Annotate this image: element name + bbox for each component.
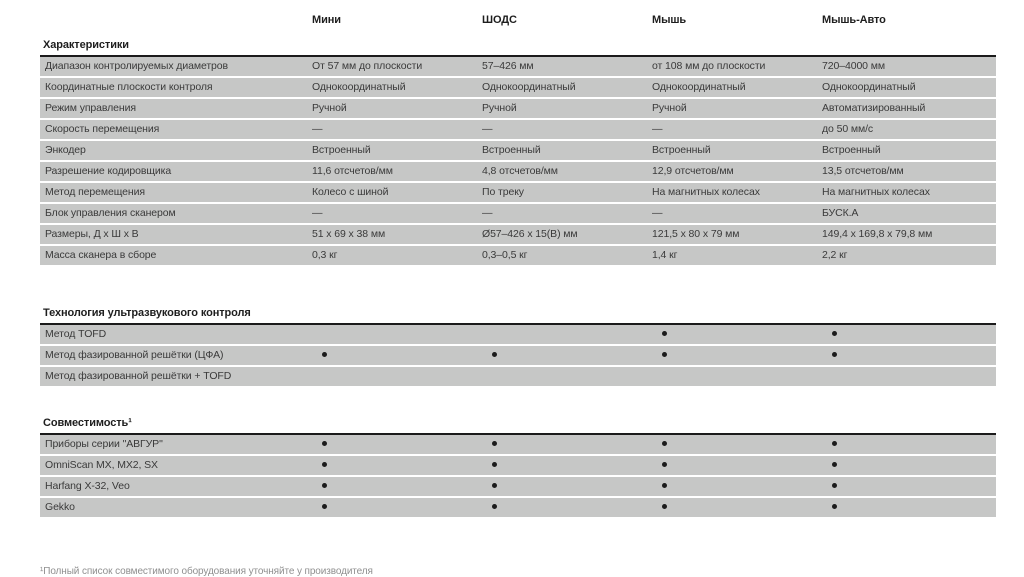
cell-value (822, 367, 996, 386)
cell-value: 51 x 69 x 38 мм (312, 228, 386, 240)
column-header-spacer (40, 14, 312, 27)
cell-value: — (652, 207, 663, 219)
row-label: Размеры, Д х Ш х В (45, 228, 139, 240)
table-section (40, 39, 996, 265)
table-row (40, 99, 996, 118)
row-label: Разрешение кодировщика (45, 165, 172, 177)
bullet-dot-icon (832, 462, 837, 467)
table-row (40, 204, 996, 223)
row-label: Координатные плоскости контроля (45, 81, 213, 93)
cell-value: 2,2 кг (822, 249, 848, 261)
cell-value: Однокоординатный (482, 81, 576, 93)
cell-value: Однокоординатный (312, 81, 406, 93)
cell-value (482, 456, 652, 475)
cell-value: 11,6 отсчетов/мм (312, 165, 393, 177)
cell-value: Ручной (312, 102, 347, 114)
cell-value (822, 456, 996, 475)
cell-value: Автоматизированный (822, 102, 926, 114)
cell-value (482, 498, 652, 517)
cell-value: — (482, 207, 493, 219)
table-row (40, 120, 996, 139)
cell-value (482, 325, 652, 344)
section-title: Технология ультразвукового контроля (40, 307, 996, 325)
cell-value: — (312, 207, 323, 219)
cell-value: На магнитных колесах (652, 186, 760, 198)
cell-value: От 57 мм до плоскости (312, 60, 423, 72)
bullet-dot-icon (662, 441, 667, 446)
cell-value: Однокоординатный (822, 81, 916, 93)
cell-value (652, 477, 822, 496)
column-header: Мини (312, 14, 341, 26)
cell-value: 0,3 кг (312, 249, 338, 261)
cell-value (482, 367, 652, 386)
bullet-dot-icon (322, 352, 327, 357)
column-header: Мышь (652, 14, 687, 26)
bullet-dot-icon (492, 462, 497, 467)
table-section (40, 417, 996, 517)
bullet-dot-icon (662, 483, 667, 488)
cell-value: от 108 мм до плоскости (652, 60, 766, 72)
bullet-dot-icon (662, 462, 667, 467)
table-row (40, 246, 996, 265)
cell-value: 4,8 отсчетов/мм (482, 165, 558, 177)
cell-value (482, 435, 652, 454)
row-label: Скорость перемещения (45, 123, 160, 135)
table-row (40, 498, 996, 517)
cell-value: 1,4 кг (652, 249, 678, 261)
section-title: Совместимость¹ (40, 417, 996, 435)
bullet-dot-icon (492, 483, 497, 488)
cell-value (312, 498, 482, 517)
row-label: Диапазон контролируемых диаметров (45, 60, 229, 72)
table-row (40, 456, 996, 475)
row-label: Масса сканера в сборе (45, 249, 157, 261)
cell-value (652, 456, 822, 475)
cell-value (822, 435, 996, 454)
cell-value (312, 477, 482, 496)
bullet-dot-icon (832, 352, 837, 357)
row-label: Метод TOFD (45, 328, 107, 340)
column-header: ШОДС (482, 14, 517, 26)
bullet-dot-icon (662, 504, 667, 509)
cell-value: Встроенный (482, 144, 541, 156)
table-row (40, 477, 996, 496)
cell-value (652, 346, 822, 365)
row-label: Метод фазированной решётки + TOFD (45, 370, 232, 382)
cell-value: — (652, 123, 663, 135)
bullet-dot-icon (322, 483, 327, 488)
cell-value (312, 367, 482, 386)
table-row (40, 346, 996, 365)
cell-value: По треку (482, 186, 524, 198)
table-row (40, 78, 996, 97)
bullet-dot-icon (662, 352, 667, 357)
cell-value: Встроенный (312, 144, 371, 156)
cell-value (312, 346, 482, 365)
cell-value: На магнитных колесах (822, 186, 930, 198)
section-title: Характеристики (40, 39, 996, 57)
cell-value: Ручной (652, 102, 687, 114)
footnote: ¹Полный список совместимого оборудования уточняйте у производителя (40, 566, 373, 577)
table-section (40, 307, 996, 386)
cell-value: Встроенный (652, 144, 711, 156)
table-row (40, 325, 996, 344)
table-row (40, 367, 996, 386)
table-row (40, 141, 996, 160)
cell-value: Встроенный (822, 144, 881, 156)
cell-value (822, 325, 996, 344)
cell-value (652, 325, 822, 344)
cell-value: Ручной (482, 102, 517, 114)
table-row (40, 57, 996, 76)
comparison-table (40, 0, 996, 519)
row-label: Harfang X-32, Veo (45, 480, 130, 492)
bullet-dot-icon (492, 352, 497, 357)
cell-value (312, 456, 482, 475)
table-row (40, 225, 996, 244)
cell-value (482, 477, 652, 496)
cell-value: Однокоординатный (652, 81, 746, 93)
bullet-dot-icon (322, 504, 327, 509)
cell-value (482, 346, 652, 365)
cell-value (822, 346, 996, 365)
cell-value (312, 435, 482, 454)
cell-value: 57–426 мм (482, 60, 534, 72)
bullet-dot-icon (832, 331, 837, 336)
row-label: OmniScan MX, MX2, SX (45, 459, 158, 471)
column-header-row (40, 14, 996, 27)
row-label: Gekko (45, 501, 75, 513)
column-header: Мышь-Авто (822, 14, 886, 26)
bullet-dot-icon (492, 504, 497, 509)
bullet-dot-icon (832, 441, 837, 446)
cell-value: до 50 мм/с (822, 123, 874, 135)
cell-value: 0,3–0,5 кг (482, 249, 528, 261)
row-label: Блок управления сканером (45, 207, 176, 219)
cell-value (652, 498, 822, 517)
cell-value: 12,9 отсчетов/мм (652, 165, 734, 177)
row-label: Метод фазированной решётки (ЦФА) (45, 349, 224, 361)
cell-value (822, 477, 996, 496)
bullet-dot-icon (662, 331, 667, 336)
cell-value: 149,4 x 169,8 x 79,8 мм (822, 228, 933, 240)
cell-value: БУСК.А (822, 207, 859, 219)
cell-value: Ø57–426 x 15(В) мм (482, 228, 578, 240)
cell-value (822, 498, 996, 517)
bullet-dot-icon (492, 441, 497, 446)
bullet-dot-icon (322, 441, 327, 446)
table-row (40, 435, 996, 454)
cell-value (652, 367, 822, 386)
bullet-dot-icon (832, 504, 837, 509)
cell-value: 121,5 x 80 x 79 мм (652, 228, 740, 240)
cell-value: — (482, 123, 493, 135)
table-row (40, 162, 996, 181)
table-row (40, 183, 996, 202)
row-label: Режим управления (45, 102, 136, 114)
cell-value: 13,5 отсчетов/мм (822, 165, 904, 177)
bullet-dot-icon (832, 483, 837, 488)
row-label: Метод перемещения (45, 186, 145, 198)
cell-value (652, 435, 822, 454)
row-label: Приборы серии "АВГУР" (45, 438, 163, 450)
cell-value: — (312, 123, 323, 135)
cell-value (312, 325, 482, 344)
bullet-dot-icon (322, 462, 327, 467)
cell-value: Колесо с шиной (312, 186, 389, 198)
cell-value: 720–4000 мм (822, 60, 885, 72)
row-label: Энкодер (45, 144, 86, 156)
